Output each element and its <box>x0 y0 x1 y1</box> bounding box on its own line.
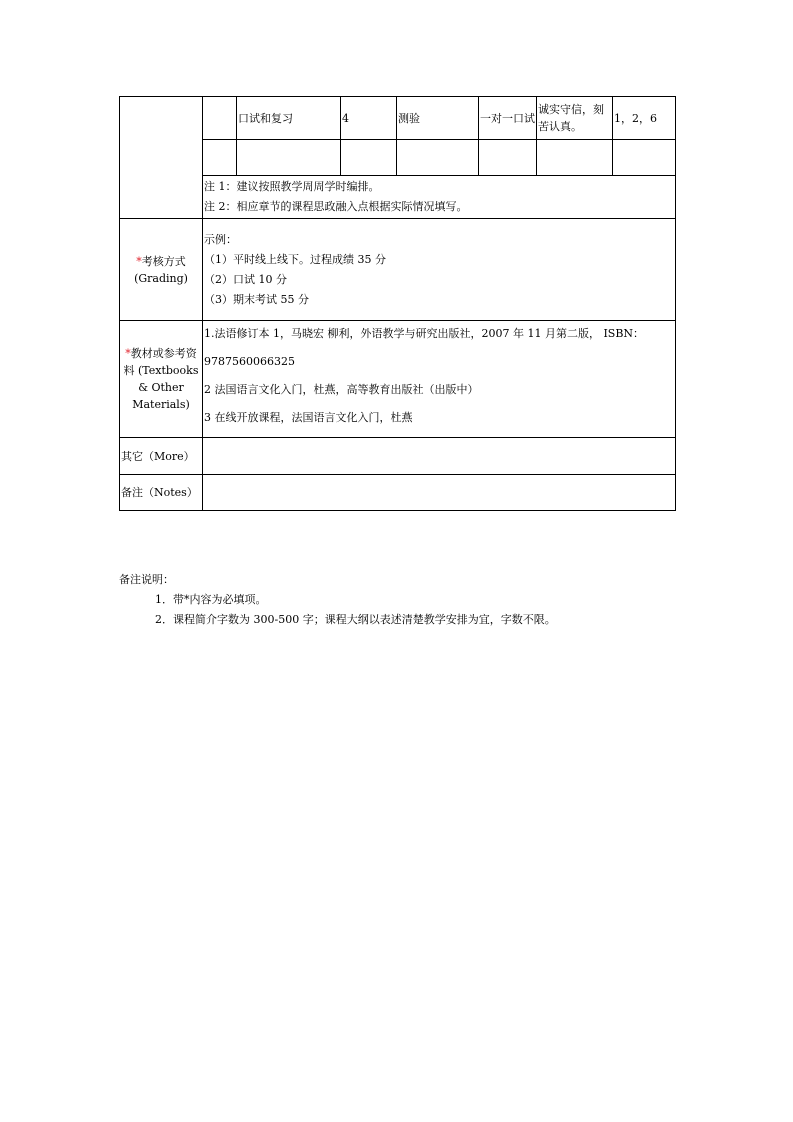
footnote-item: 1．带*内容为必填项。 <box>155 593 267 606</box>
materials-label-en: (Textbooks & Other Materials) <box>132 364 199 411</box>
grading-content <box>203 219 676 321</box>
materials-row <box>120 321 676 438</box>
material-line: 1.法语修订本 1，马晓宏 柳利，外语教学与研究出版社，2007 年 11 月第二版， ISBN： <box>204 327 645 340</box>
empty-cell <box>341 140 397 176</box>
materials-label-cn: 教材或参考资料 <box>123 347 197 377</box>
ideology-cell: 诚实守信，刻苦认真。 <box>537 97 613 140</box>
syllabus-table <box>119 96 676 511</box>
materials-content <box>203 321 676 438</box>
grading-line: （3）期末考试 55 分 <box>204 292 309 306</box>
notes-row <box>120 176 676 219</box>
empty-cell <box>479 140 537 176</box>
material-line: 9787560066325 <box>204 355 295 368</box>
footnote-item: 2．课程简介字数为 300-500 字；课程大纲以表述清楚教学安排为宜，字数不限。 <box>155 613 556 626</box>
empty-cell <box>397 140 479 176</box>
grading-label <box>120 219 203 321</box>
note-line: 注 1：建议按照教学周周学时编排。 <box>204 180 380 193</box>
other-content <box>203 438 676 475</box>
remarks-label: 备注（Notes） <box>120 475 203 511</box>
material-line: 3 在线开放课程，法国语言文化入门，杜燕 <box>204 411 413 424</box>
grading-line: 示例： <box>204 232 237 246</box>
grading-line: （1）平时线上线下。过程成绩 35 分 <box>204 252 386 266</box>
empty-cell <box>613 140 676 176</box>
schedule-row-review <box>120 97 676 140</box>
mode-cell: 一对一口试 <box>479 97 537 140</box>
materials-label <box>120 321 203 438</box>
grading-label-en: (Grading) <box>134 271 188 285</box>
empty-cell <box>203 140 237 176</box>
notes-cell <box>203 176 676 219</box>
empty-cell <box>537 140 613 176</box>
other-row <box>120 438 676 475</box>
hours-cell: 4 <box>341 97 397 140</box>
remarks-row <box>120 475 676 511</box>
schedule-label-cell <box>120 97 203 219</box>
footnote-section <box>119 570 556 630</box>
week-cell <box>203 97 237 140</box>
other-label: 其它（More） <box>120 438 203 475</box>
footnote-title: 备注说明： <box>119 573 174 586</box>
topic-cell: 口试和复习 <box>237 97 341 140</box>
goals-cell: 1，2，6 <box>613 97 676 140</box>
grading-row <box>120 219 676 321</box>
required-star: * <box>125 347 131 360</box>
method-cell: 测验 <box>397 97 479 140</box>
note-line: 注 2：相应章节的课程思政融入点根据实际情况填写。 <box>204 200 468 213</box>
empty-cell <box>237 140 341 176</box>
schedule-row-empty <box>120 140 676 176</box>
grading-line: （2）口试 10 分 <box>204 272 287 286</box>
grading-label-cn: 考核方式 <box>141 254 186 268</box>
required-star: * <box>136 254 142 268</box>
material-line: 2 法国语言文化入门，杜燕，高等教育出版社（出版中） <box>204 383 479 396</box>
remarks-content <box>203 475 676 511</box>
